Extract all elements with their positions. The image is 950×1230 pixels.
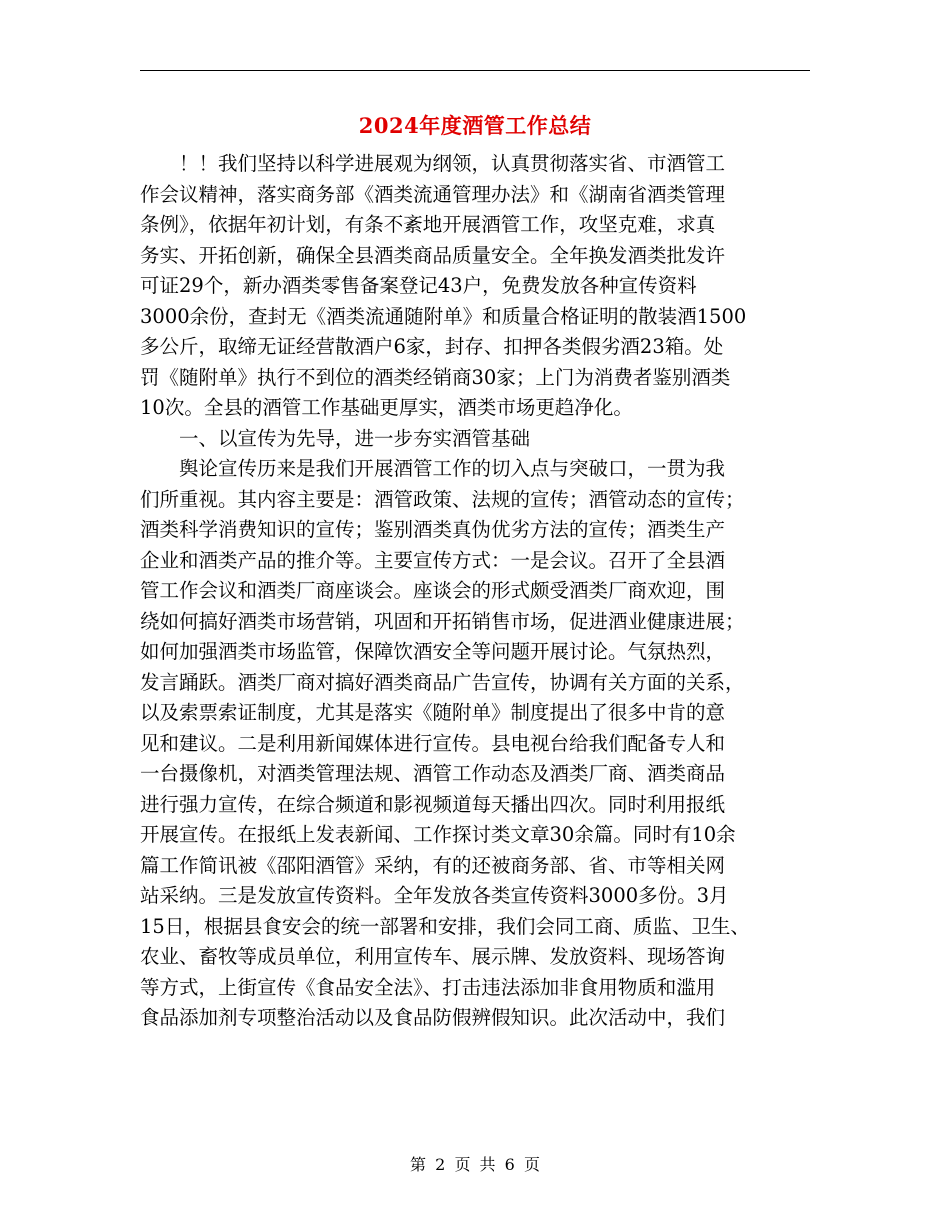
current-page-number: 2	[435, 1155, 446, 1174]
body-line: 罚《随附单》执行不到位的酒类经销商30家；上门为消费者鉴别酒类	[140, 365, 731, 389]
body-line: 以及索票索证制度，尤其是落实《随附单》制度提出了很多中肯的意	[140, 701, 726, 724]
footer-label-mid: 页	[454, 1155, 471, 1174]
document-body	[140, 149, 810, 1034]
body-line: 3000余份，查封无《酒类流通随附单》和质量合格证明的散装酒1500	[140, 304, 747, 328]
body-line: 15日，根据县食安会的统一部署和安排，我们会同工商、质监、卫生、	[140, 914, 750, 938]
body-line: 多公斤，取缔无证经营散酒户6家，封存、扣押各类假劣酒23箱。处	[140, 335, 724, 358]
footer-label-total: 共	[479, 1155, 496, 1174]
body-line: 条例》，依据年初计划，有条不紊地开展酒管工作，攻坚克难，求真	[140, 213, 716, 236]
body-line: 10次。全县的酒管工作基础更厚实，酒类市场更趋净化。	[140, 396, 633, 419]
body-line: 绕如何搞好酒类市场营销，巩固和开拓销售市场，促进酒业健康进展；	[140, 609, 745, 633]
body-line: 一台摄像机，对酒类管理法规、酒管工作动态及酒类厂商、酒类商品	[140, 762, 726, 785]
body-line: 等方式，上街宣传《食品安全法》、打击违法添加非食用物质和滥用	[140, 975, 716, 999]
body-line: 见和建议。二是利用新闻媒体进行宣传。县电视台给我们配备专人和	[140, 731, 726, 755]
total-pages-number: 6	[504, 1155, 515, 1174]
body-line: ！！我们坚持以科学进展观为纲领，认真贯彻落实省、市酒管工	[140, 152, 726, 175]
footer-label-after: 页	[523, 1155, 540, 1174]
body-line: 食品添加剂专项整治活动以及食品防假辨假知识。此次活动中，我们	[140, 1006, 726, 1029]
body-line: 一、以宣传为先导，进一步夯实酒管基础	[140, 426, 531, 450]
body-line: 站采纳。三是发放宣传资料。全年发放各类宣传资料3000多份。3月	[140, 884, 729, 907]
body-line: 作会议精神，落实商务部《酒类流通管理办法》和《湖南省酒类管理	[140, 182, 726, 206]
body-line: 舆论宣传历来是我们开展酒管工作的切入点与突破口，一贯为我	[140, 457, 726, 480]
body-line: 酒类科学消费知识的宣传；鉴别酒类真伪优劣方法的宣传；酒类生产	[140, 518, 726, 541]
header-rule	[140, 70, 810, 71]
body-line: 农业、畜牧等成员单位，利用宣传车、展示牌、发放资料、现场答询	[140, 945, 726, 968]
body-line: 可证29个，新办酒类零售备案登记43户，免费发放各种宣传资料	[140, 274, 697, 297]
body-line: 如何加强酒类市场监管，保障饮酒安全等问题开展讨论。气氛热烈，	[140, 640, 726, 663]
body-line: 管工作会议和酒类厂商座谈会。座谈会的形式颇受酒类厂商欢迎，围	[140, 579, 726, 602]
body-line: 进行强力宣传，在综合频道和影视频道每天播出四次。同时利用报纸	[140, 792, 726, 816]
footer-label-before: 第	[410, 1155, 427, 1174]
body-line: 开展宣传。在报纸上发表新闻、工作探讨类文章30余篇。同时有10余	[140, 823, 736, 846]
document-title: 2024年度酒管工作总结	[358, 113, 592, 138]
body-line: 们所重视。其内容主要是：酒管政策、法规的宣传；酒管动态的宣传；	[140, 487, 745, 511]
body-line: 企业和酒类产品的推介等。主要宣传方式：一是会议。召开了全县酒	[140, 548, 726, 572]
page-footer	[0, 1155, 950, 1175]
body-line: 发言踊跃。酒类厂商对搞好酒类商品广告宣传，协调有关方面的关系，	[140, 670, 745, 694]
body-line: 篇工作简讯被《邵阳酒管》采纳，有的还被商务部、省、市等相关网	[140, 853, 726, 877]
body-line: 务实、开拓创新，确保全县酒类商品质量安全。全年换发酒类批发许	[140, 243, 726, 267]
